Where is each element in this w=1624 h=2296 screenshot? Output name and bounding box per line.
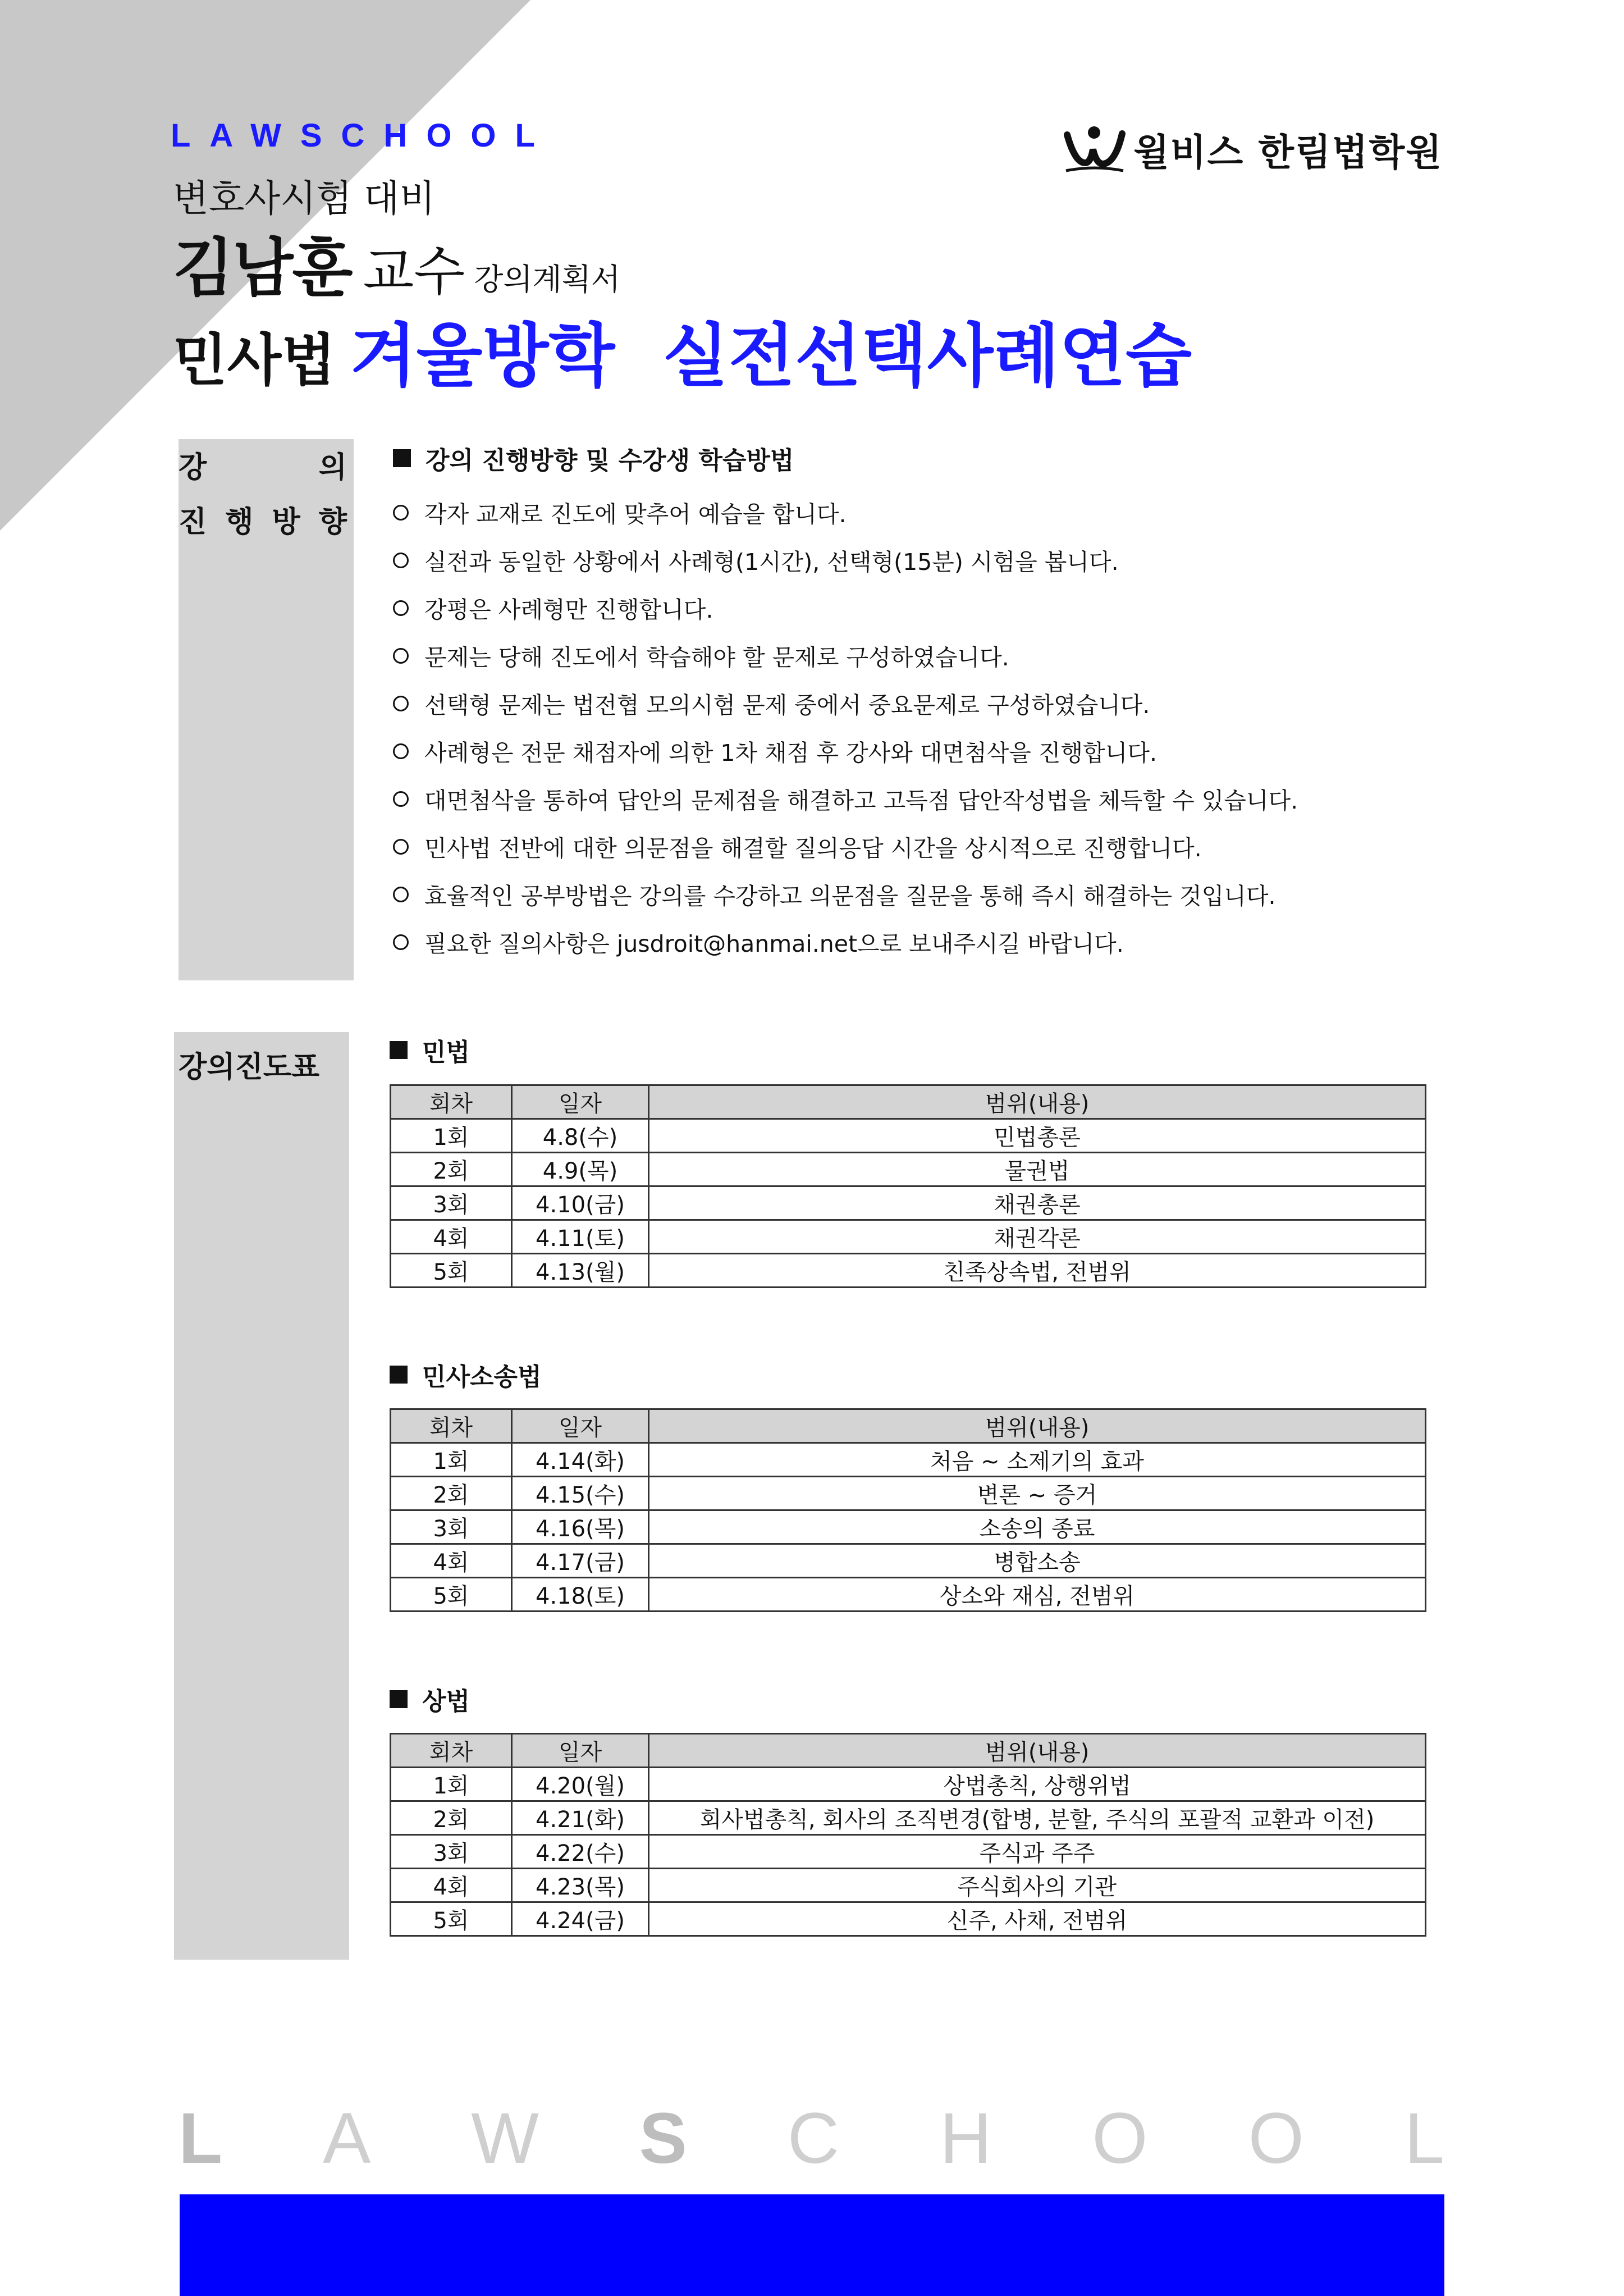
cell-date: 4.9(목)	[512, 1153, 649, 1186]
cell-date: 4.10(금)	[512, 1186, 649, 1220]
circle-bullet-icon	[393, 648, 409, 664]
cell-session: 2회	[391, 1801, 512, 1835]
footer-blue-bar	[180, 2194, 1444, 2296]
cell-scope: 병합소송	[649, 1544, 1426, 1578]
section-heading-civil-procedure	[390, 1357, 542, 1393]
cell-scope: 회사법총칙, 회사의 조직변경(합병, 분할, 주식의 포괄적 교환과 이전)	[649, 1801, 1426, 1835]
table-row	[391, 1869, 1426, 1902]
cell-scope: 주식회사의 기관	[649, 1869, 1426, 1902]
table-row	[391, 1186, 1426, 1220]
footer-letter: S	[639, 2098, 687, 2179]
professor-title: 교수	[363, 241, 465, 303]
square-bullet-icon	[393, 449, 411, 467]
list-item-text: 각자 교재로 진도에 맞추어 예습을 합니다.	[424, 501, 847, 528]
table-header-row	[391, 1085, 1426, 1119]
list-item-text: 선택형 문제는 법전협 모의시험 문제 중에서 중요문제로 구성하였습니다.	[424, 692, 1150, 719]
professor-name: 김남훈	[173, 232, 352, 305]
list-item-text: 필요한 질의사항은 jusdroit@hanmai.net으로 보내주시길 바랍니다.	[424, 930, 1124, 957]
exam-subtitle: 변호사시험 대비	[173, 177, 436, 220]
cell-scope: 채권각론	[649, 1220, 1426, 1254]
cell-date: 4.14(화)	[512, 1443, 649, 1477]
cell-session: 4회	[391, 1869, 512, 1902]
table-row	[391, 1254, 1426, 1288]
table-row	[391, 1902, 1426, 1936]
footer-letter: L	[179, 2098, 223, 2179]
sidebar-label-row	[179, 444, 347, 486]
cell-session: 5회	[391, 1578, 512, 1612]
cell-session: 4회	[391, 1220, 512, 1254]
table-title: 민사소송법	[422, 1363, 542, 1391]
page-title	[173, 301, 1192, 399]
section-heading-civil-law	[390, 1032, 470, 1068]
table-title: 상법	[422, 1687, 470, 1716]
cell-session: 1회	[391, 1443, 512, 1477]
circle-bullet-icon	[393, 600, 409, 616]
schedule-table-civil-law	[390, 1084, 1426, 1288]
list-item-text: 효율적인 공부방법은 강의를 수강하고 의문점을 질문을 통해 즉시 해결하는 것입니다.	[424, 883, 1276, 910]
column-header-date: 일자	[512, 1409, 649, 1443]
cell-date: 4.18(토)	[512, 1578, 649, 1612]
column-header-session: 회차	[391, 1085, 512, 1119]
cell-scope: 신주, 사채, 전범위	[649, 1902, 1426, 1936]
cell-date: 4.22(수)	[512, 1835, 649, 1869]
circle-bullet-icon	[393, 696, 409, 711]
circle-bullet-icon	[393, 839, 409, 855]
list-item-text: 사례형은 전문 채점자에 의한 1차 채점 후 강사와 대면첨삭을 진행합니다.	[424, 740, 1157, 766]
circle-bullet-icon	[393, 791, 409, 807]
table-title: 민법	[422, 1038, 470, 1067]
cell-date: 4.24(금)	[512, 1902, 649, 1936]
list-item-text: 대면첨삭을 통하여 답안의 문제점을 해결하고 고득점 답안작성법을 체득할 수 있습니다.	[424, 787, 1298, 814]
table-row	[391, 1153, 1426, 1186]
cell-date: 4.16(목)	[512, 1510, 649, 1544]
cell-session: 1회	[391, 1768, 512, 1801]
table-row	[391, 1477, 1426, 1510]
footer-lawschool-wordmark	[179, 2097, 1444, 2180]
cell-scope: 상법총칙, 상행위법	[649, 1768, 1426, 1801]
method-list	[393, 489, 1572, 966]
sidebar-char: 방	[272, 505, 300, 539]
cell-session: 5회	[391, 1254, 512, 1288]
sidebar-char: 행	[225, 505, 254, 539]
sidebar-char: 의	[318, 451, 347, 485]
list-item-text: 실전과 동일한 상황에서 사례형(1시간), 선택형(15분) 시험을 봅니다.	[424, 549, 1119, 576]
column-header-date: 일자	[512, 1734, 649, 1768]
cell-scope: 물권법	[649, 1153, 1426, 1186]
table-header-row	[391, 1734, 1426, 1768]
sidebar-label-row	[179, 498, 347, 540]
list-item	[393, 727, 1572, 775]
cell-date: 4.23(목)	[512, 1869, 649, 1902]
column-header-scope: 범위(내용)	[649, 1085, 1426, 1119]
cell-scope: 소송의 종료	[649, 1510, 1426, 1544]
footer-letter: O	[1248, 2098, 1304, 2179]
table-row	[391, 1835, 1426, 1869]
sidebar-label-direction	[179, 444, 347, 540]
table-row	[391, 1443, 1426, 1477]
footer-letter: O	[1092, 2098, 1148, 2179]
section-heading-commercial-law	[390, 1681, 470, 1717]
table-row	[391, 1768, 1426, 1801]
cell-date: 4.8(수)	[512, 1119, 649, 1153]
section-heading-method	[393, 440, 794, 476]
cell-session: 3회	[391, 1835, 512, 1869]
cell-session: 2회	[391, 1477, 512, 1510]
footer-letter: A	[322, 2098, 371, 2179]
column-header-session: 회차	[391, 1734, 512, 1768]
list-item	[393, 584, 1572, 632]
subject-label: 민사법	[173, 327, 336, 393]
willbes-logo-icon	[1064, 124, 1126, 174]
table-row	[391, 1220, 1426, 1254]
list-item	[393, 918, 1572, 966]
footer-letter: H	[939, 2098, 992, 2179]
cell-date: 4.17(금)	[512, 1544, 649, 1578]
cell-session: 3회	[391, 1510, 512, 1544]
cell-session: 1회	[391, 1119, 512, 1153]
circle-bullet-icon	[393, 887, 409, 902]
table-row	[391, 1119, 1426, 1153]
cell-scope: 채권총론	[649, 1186, 1426, 1220]
cell-date: 4.13(월)	[512, 1254, 649, 1288]
cell-scope: 주식과 주주	[649, 1835, 1426, 1869]
cell-scope: 변론 ~ 증거	[649, 1477, 1426, 1510]
table-row	[391, 1801, 1426, 1835]
circle-bullet-icon	[393, 505, 409, 521]
column-header-date: 일자	[512, 1085, 649, 1119]
willbes-logo-text: 윌비스 한림법학원	[1133, 130, 1443, 174]
square-bullet-icon	[390, 1366, 408, 1384]
schedule-table-commercial-law	[390, 1733, 1426, 1937]
cell-scope: 상소와 재심, 전범위	[649, 1578, 1426, 1612]
sidebar-char: 강	[179, 451, 207, 485]
list-item-text: 강평은 사례형만 진행합니다.	[424, 596, 713, 623]
table-row	[391, 1544, 1426, 1578]
cell-scope: 민법총론	[649, 1119, 1426, 1153]
sidebar-schedule	[174, 1032, 349, 1960]
plan-label: 강의계획서	[474, 262, 621, 297]
column-header-scope: 범위(내용)	[649, 1409, 1426, 1443]
square-bullet-icon	[390, 1690, 408, 1708]
section-heading-text: 강의 진행방향 및 수강생 학습방법	[426, 446, 794, 475]
column-header-session: 회차	[391, 1409, 512, 1443]
list-item	[393, 679, 1572, 727]
circle-bullet-icon	[393, 934, 409, 950]
sidebar-label-schedule: 강의진도표	[179, 1051, 320, 1084]
list-item	[393, 870, 1572, 918]
cell-session: 5회	[391, 1902, 512, 1936]
schedule-table-civil-procedure	[390, 1408, 1426, 1612]
cell-session: 2회	[391, 1153, 512, 1186]
square-bullet-icon	[390, 1041, 408, 1059]
list-item-text: 문제는 당해 진도에서 학습해야 할 문제로 구성하였습니다.	[424, 644, 1009, 671]
list-item-text: 민사법 전반에 대한 의문점을 해결할 질의응답 시간을 상시적으로 진행합니다.	[424, 835, 1202, 862]
cell-date: 4.21(화)	[512, 1801, 649, 1835]
table-row	[391, 1578, 1426, 1612]
list-item	[393, 489, 1572, 536]
cell-date: 4.11(토)	[512, 1220, 649, 1254]
footer-letter: L	[1404, 2098, 1444, 2179]
list-item	[393, 632, 1572, 679]
course-title: 겨울방학 실전선택사례연습	[350, 316, 1192, 396]
table-row	[391, 1510, 1426, 1544]
circle-bullet-icon	[393, 553, 409, 568]
lawschool-brand: LAWSCHOOL	[171, 117, 554, 154]
sidebar-char: 향	[318, 505, 347, 539]
sidebar-char: 진	[179, 505, 207, 539]
circle-bullet-icon	[393, 743, 409, 759]
cell-session: 4회	[391, 1544, 512, 1578]
willbes-logo	[1064, 121, 1443, 177]
list-item	[393, 775, 1572, 823]
cell-session: 3회	[391, 1186, 512, 1220]
list-item	[393, 823, 1572, 870]
cell-scope: 친족상속법, 전범위	[649, 1254, 1426, 1288]
column-header-scope: 범위(내용)	[649, 1734, 1426, 1768]
cell-scope: 처음 ~ 소제기의 효과	[649, 1443, 1426, 1477]
footer-letter: W	[471, 2098, 539, 2179]
table-header-row	[391, 1409, 1426, 1443]
cell-date: 4.15(수)	[512, 1477, 649, 1510]
cell-date: 4.20(월)	[512, 1768, 649, 1801]
list-item	[393, 536, 1572, 584]
professor-line	[173, 218, 620, 308]
footer-letter: C	[787, 2098, 840, 2179]
